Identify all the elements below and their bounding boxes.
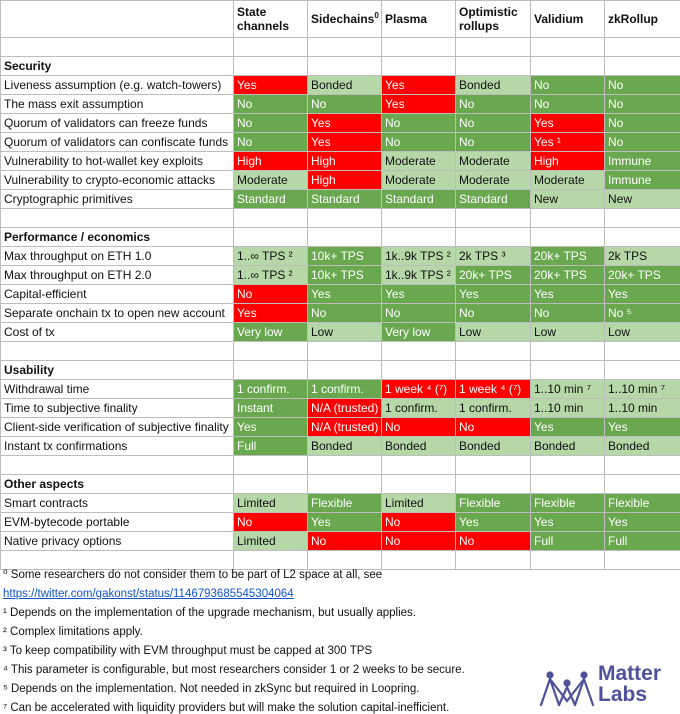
- empty-cell: [382, 228, 456, 247]
- value-cell: No: [531, 76, 605, 95]
- empty-cell: [308, 228, 382, 247]
- value-cell: Yes: [234, 418, 308, 437]
- empty-cell: [382, 342, 456, 361]
- value-cell: No: [234, 285, 308, 304]
- matter-labs-logo-mark-icon: [538, 667, 596, 709]
- row-label: Cost of tx: [1, 323, 234, 342]
- value-cell: 1 confirm.: [308, 380, 382, 399]
- spacer-row: [1, 342, 680, 361]
- empty-cell: [1, 38, 234, 57]
- section-title: Usability: [1, 361, 234, 380]
- empty-cell: [382, 475, 456, 494]
- empty-cell: [456, 361, 531, 380]
- value-cell: No: [234, 95, 308, 114]
- value-cell: Yes: [605, 513, 680, 532]
- row-label: Vulnerability to hot-wallet key exploits: [1, 152, 234, 171]
- value-cell: No: [234, 513, 308, 532]
- empty-cell: [308, 456, 382, 475]
- empty-cell: [234, 342, 308, 361]
- row-label: Cryptographic primitives: [1, 190, 234, 209]
- table-row: [1, 513, 680, 532]
- value-cell: 1 week ⁴ (⁷): [456, 380, 531, 399]
- value-cell: High: [531, 152, 605, 171]
- header-cell-empty: [1, 1, 234, 38]
- empty-cell: [605, 57, 680, 76]
- value-cell: Yes: [456, 513, 531, 532]
- value-cell: Yes: [531, 418, 605, 437]
- value-cell: 1k..9k TPS ²: [382, 247, 456, 266]
- row-label: Time to subjective finality: [1, 399, 234, 418]
- footnote-2: ² Complex limitations apply.: [3, 626, 143, 638]
- value-cell: Bonded: [382, 437, 456, 456]
- value-cell: No: [382, 513, 456, 532]
- value-cell: Yes: [382, 285, 456, 304]
- value-cell: No: [605, 95, 680, 114]
- empty-cell: [456, 209, 531, 228]
- table-row: [1, 266, 680, 285]
- value-cell: No: [605, 76, 680, 95]
- table-row: [1, 190, 680, 209]
- empty-cell: [531, 57, 605, 76]
- row-label: Max throughput on ETH 1.0: [1, 247, 234, 266]
- empty-cell: [382, 361, 456, 380]
- table-row: [1, 304, 680, 323]
- table-row: [1, 152, 680, 171]
- section-title: Other aspects: [1, 475, 234, 494]
- row-label: Instant tx confirmations: [1, 437, 234, 456]
- header-sidechains: Sidechains$^0$: [308, 1, 382, 38]
- value-cell: 20k+ TPS: [456, 266, 531, 285]
- value-cell: 2k TPS ³: [456, 247, 531, 266]
- value-cell: Flexible: [605, 494, 680, 513]
- value-cell: 2k TPS: [605, 247, 680, 266]
- spacer-row: [1, 209, 680, 228]
- value-cell: 10k+ TPS: [308, 247, 382, 266]
- footnote-0: ⁰ Some researchers do not consider them to be part of L2 space at all, see: [3, 569, 383, 581]
- table-row: [1, 494, 680, 513]
- empty-cell: [531, 456, 605, 475]
- header-state-channels: State channels: [234, 1, 308, 38]
- row-label: Client-side verification of subjective finality: [1, 418, 234, 437]
- value-cell: Bonded: [308, 76, 382, 95]
- section-row: [1, 57, 680, 76]
- table-row: [1, 437, 680, 456]
- value-cell: No: [308, 304, 382, 323]
- table-row: [1, 323, 680, 342]
- row-label: Smart contracts: [1, 494, 234, 513]
- value-cell: Standard: [308, 190, 382, 209]
- value-cell: No: [456, 418, 531, 437]
- spacer-row: [1, 38, 680, 57]
- row-label: Max throughput on ETH 2.0: [1, 266, 234, 285]
- value-cell: No: [456, 133, 531, 152]
- empty-cell: [531, 342, 605, 361]
- value-cell: Standard: [382, 190, 456, 209]
- value-cell: Yes: [308, 114, 382, 133]
- empty-cell: [605, 38, 680, 57]
- empty-cell: [605, 342, 680, 361]
- value-cell: 1..10 min: [605, 399, 680, 418]
- empty-cell: [1, 456, 234, 475]
- value-cell: Full: [234, 437, 308, 456]
- section-row: [1, 475, 680, 494]
- table-row: [1, 285, 680, 304]
- value-cell: No: [456, 532, 531, 551]
- value-cell: Limited: [234, 532, 308, 551]
- value-cell: Limited: [234, 494, 308, 513]
- empty-cell: [531, 475, 605, 494]
- value-cell: No: [605, 114, 680, 133]
- table-row: [1, 380, 680, 399]
- value-cell: Full: [605, 532, 680, 551]
- value-cell: No ⁵: [605, 304, 680, 323]
- value-cell: Yes: [382, 95, 456, 114]
- row-label: Vulnerability to crypto-economic attacks: [1, 171, 234, 190]
- value-cell: New: [605, 190, 680, 209]
- empty-cell: [234, 209, 308, 228]
- empty-cell: [605, 361, 680, 380]
- logo-wordmark: [598, 663, 661, 705]
- table-row: [1, 76, 680, 95]
- row-label: Withdrawal time: [1, 380, 234, 399]
- value-cell: Limited: [382, 494, 456, 513]
- value-cell: Moderate: [382, 152, 456, 171]
- value-cell: 1 confirm.: [234, 380, 308, 399]
- spacer-row: [1, 456, 680, 475]
- value-cell: No: [456, 304, 531, 323]
- value-cell: Yes: [234, 304, 308, 323]
- value-cell: Immune: [605, 171, 680, 190]
- value-cell: 1..10 min: [531, 399, 605, 418]
- value-cell: Yes: [456, 285, 531, 304]
- value-cell: High: [234, 152, 308, 171]
- empty-cell: [234, 38, 308, 57]
- value-cell: Yes: [605, 418, 680, 437]
- empty-cell: [456, 456, 531, 475]
- table-row: [1, 133, 680, 152]
- value-cell: Yes: [234, 76, 308, 95]
- value-cell: No: [308, 95, 382, 114]
- value-cell: Yes: [382, 76, 456, 95]
- row-label: Capital-efficient: [1, 285, 234, 304]
- value-cell: No: [308, 532, 382, 551]
- empty-cell: [531, 209, 605, 228]
- table-row: [1, 418, 680, 437]
- value-cell: Bonded: [456, 76, 531, 95]
- header-zkrollup: zkRollup: [605, 1, 680, 38]
- footnote-7: ⁷ Can be accelerated with liquidity providers but will make the solution capital-inefficient.: [3, 702, 450, 714]
- empty-cell: [605, 456, 680, 475]
- value-cell: Yes: [531, 114, 605, 133]
- value-cell: 1k..9k TPS ²: [382, 266, 456, 285]
- row-label: EVM-bytecode portable: [1, 513, 234, 532]
- section-row: [1, 361, 680, 380]
- value-cell: Standard: [234, 190, 308, 209]
- empty-cell: [382, 456, 456, 475]
- empty-cell: [234, 57, 308, 76]
- value-cell: Yes ¹: [531, 133, 605, 152]
- value-cell: Yes: [308, 513, 382, 532]
- value-cell: 1..10 min ⁷: [605, 380, 680, 399]
- value-cell: No: [456, 114, 531, 133]
- value-cell: Immune: [605, 152, 680, 171]
- empty-cell: [234, 228, 308, 247]
- value-cell: Bonded: [456, 437, 531, 456]
- empty-cell: [382, 57, 456, 76]
- table-row: [1, 114, 680, 133]
- value-cell: New: [531, 190, 605, 209]
- value-cell: Instant: [234, 399, 308, 418]
- matter-labs-logo: [538, 663, 678, 711]
- value-cell: High: [308, 171, 382, 190]
- value-cell: 20k+ TPS: [531, 247, 605, 266]
- row-label: Quorum of validators can confiscate funds: [1, 133, 234, 152]
- empty-cell: [531, 228, 605, 247]
- value-cell: Flexible: [456, 494, 531, 513]
- section-title: Performance / economics: [1, 228, 234, 247]
- value-cell: No: [234, 133, 308, 152]
- value-cell: No: [234, 114, 308, 133]
- empty-cell: [308, 38, 382, 57]
- value-cell: Yes: [308, 285, 382, 304]
- empty-cell: [234, 475, 308, 494]
- value-cell: No: [382, 304, 456, 323]
- empty-cell: [234, 361, 308, 380]
- section-title: Security: [1, 57, 234, 76]
- value-cell: 1..∞ TPS ²: [234, 247, 308, 266]
- header-validium: Validium: [531, 1, 605, 38]
- footnote-0-link-line: [0, 585, 680, 604]
- value-cell: Very low: [234, 323, 308, 342]
- value-cell: 20k+ TPS: [531, 266, 605, 285]
- value-cell: Low: [456, 323, 531, 342]
- value-cell: Low: [308, 323, 382, 342]
- value-cell: Moderate: [456, 152, 531, 171]
- table-row: [1, 399, 680, 418]
- row-label: Liveness assumption (e.g. watch-towers): [1, 76, 234, 95]
- empty-cell: [234, 456, 308, 475]
- empty-cell: [605, 209, 680, 228]
- value-cell: Moderate: [531, 171, 605, 190]
- empty-cell: [1, 342, 234, 361]
- value-cell: 1 confirm.: [456, 399, 531, 418]
- value-cell: No: [531, 95, 605, 114]
- row-label: Separate onchain tx to open new account: [1, 304, 234, 323]
- header-optimistic-rollups: Optimistic rollups: [456, 1, 531, 38]
- twitter-link[interactable]: https://twitter.com/gakonst/status/1146793685545304064: [3, 588, 294, 600]
- footnote-5: ⁵ Depends on the implementation. Not needed in zkSync but required in Loopring.: [3, 683, 420, 695]
- value-cell: Moderate: [382, 171, 456, 190]
- value-cell: No: [382, 114, 456, 133]
- value-cell: N/A (trusted): [308, 418, 382, 437]
- value-cell: Very low: [382, 323, 456, 342]
- value-cell: No: [382, 532, 456, 551]
- empty-cell: [456, 57, 531, 76]
- value-cell: 20k+ TPS: [605, 266, 680, 285]
- empty-cell: [382, 38, 456, 57]
- value-cell: Bonded: [531, 437, 605, 456]
- row-label: The mass exit assumption: [1, 95, 234, 114]
- value-cell: No: [382, 418, 456, 437]
- footnote-4: ⁴ This parameter is configurable, but most researchers consider 1 or 2 weeks to be secure.: [3, 664, 465, 676]
- empty-cell: [308, 57, 382, 76]
- value-cell: No: [456, 95, 531, 114]
- empty-cell: [456, 38, 531, 57]
- value-cell: Flexible: [531, 494, 605, 513]
- empty-cell: [605, 228, 680, 247]
- table-row: [1, 95, 680, 114]
- value-cell: Moderate: [234, 171, 308, 190]
- header-plasma: Plasma: [382, 1, 456, 38]
- footnote-3: ³ To keep compatibility with EVM throughput must be capped at 300 TPS: [3, 645, 373, 657]
- value-cell: Bonded: [308, 437, 382, 456]
- empty-cell: [605, 475, 680, 494]
- value-cell: No: [605, 133, 680, 152]
- table-row: [1, 247, 680, 266]
- footnote-1: ¹ Depends on the implementation of the upgrade mechanism, but usually applies.: [3, 607, 416, 619]
- empty-cell: [382, 209, 456, 228]
- empty-cell: [308, 342, 382, 361]
- value-cell: Yes: [605, 285, 680, 304]
- row-label: Native privacy options: [1, 532, 234, 551]
- value-cell: N/A (trusted): [308, 399, 382, 418]
- value-cell: High: [308, 152, 382, 171]
- value-cell: 10k+ TPS: [308, 266, 382, 285]
- value-cell: 1..10 min ⁷: [531, 380, 605, 399]
- value-cell: Yes: [308, 133, 382, 152]
- row-label: Quorum of validators can freeze funds: [1, 114, 234, 133]
- value-cell: Low: [605, 323, 680, 342]
- empty-cell: [308, 361, 382, 380]
- value-cell: 1 week ⁴ (⁷): [382, 380, 456, 399]
- value-cell: 1 confirm.: [382, 399, 456, 418]
- value-cell: Low: [531, 323, 605, 342]
- value-cell: Standard: [456, 190, 531, 209]
- section-row: [1, 228, 680, 247]
- value-cell: Flexible: [308, 494, 382, 513]
- value-cell: Full: [531, 532, 605, 551]
- empty-cell: [531, 38, 605, 57]
- empty-cell: [531, 361, 605, 380]
- empty-cell: [308, 209, 382, 228]
- logo-line-2: Labs: [598, 683, 648, 706]
- table-row: [1, 171, 680, 190]
- value-cell: Yes: [531, 285, 605, 304]
- value-cell: No: [531, 304, 605, 323]
- empty-cell: [456, 228, 531, 247]
- table-row: [1, 532, 680, 551]
- value-cell: Yes: [531, 513, 605, 532]
- value-cell: No: [382, 133, 456, 152]
- empty-cell: [1, 209, 234, 228]
- empty-cell: [308, 475, 382, 494]
- value-cell: 1..∞ TPS ²: [234, 266, 308, 285]
- value-cell: Bonded: [605, 437, 680, 456]
- value-cell: Moderate: [456, 171, 531, 190]
- empty-cell: [456, 342, 531, 361]
- logo-line-1: Matter: [598, 662, 662, 685]
- header-row: [1, 1, 680, 38]
- empty-cell: [456, 475, 531, 494]
